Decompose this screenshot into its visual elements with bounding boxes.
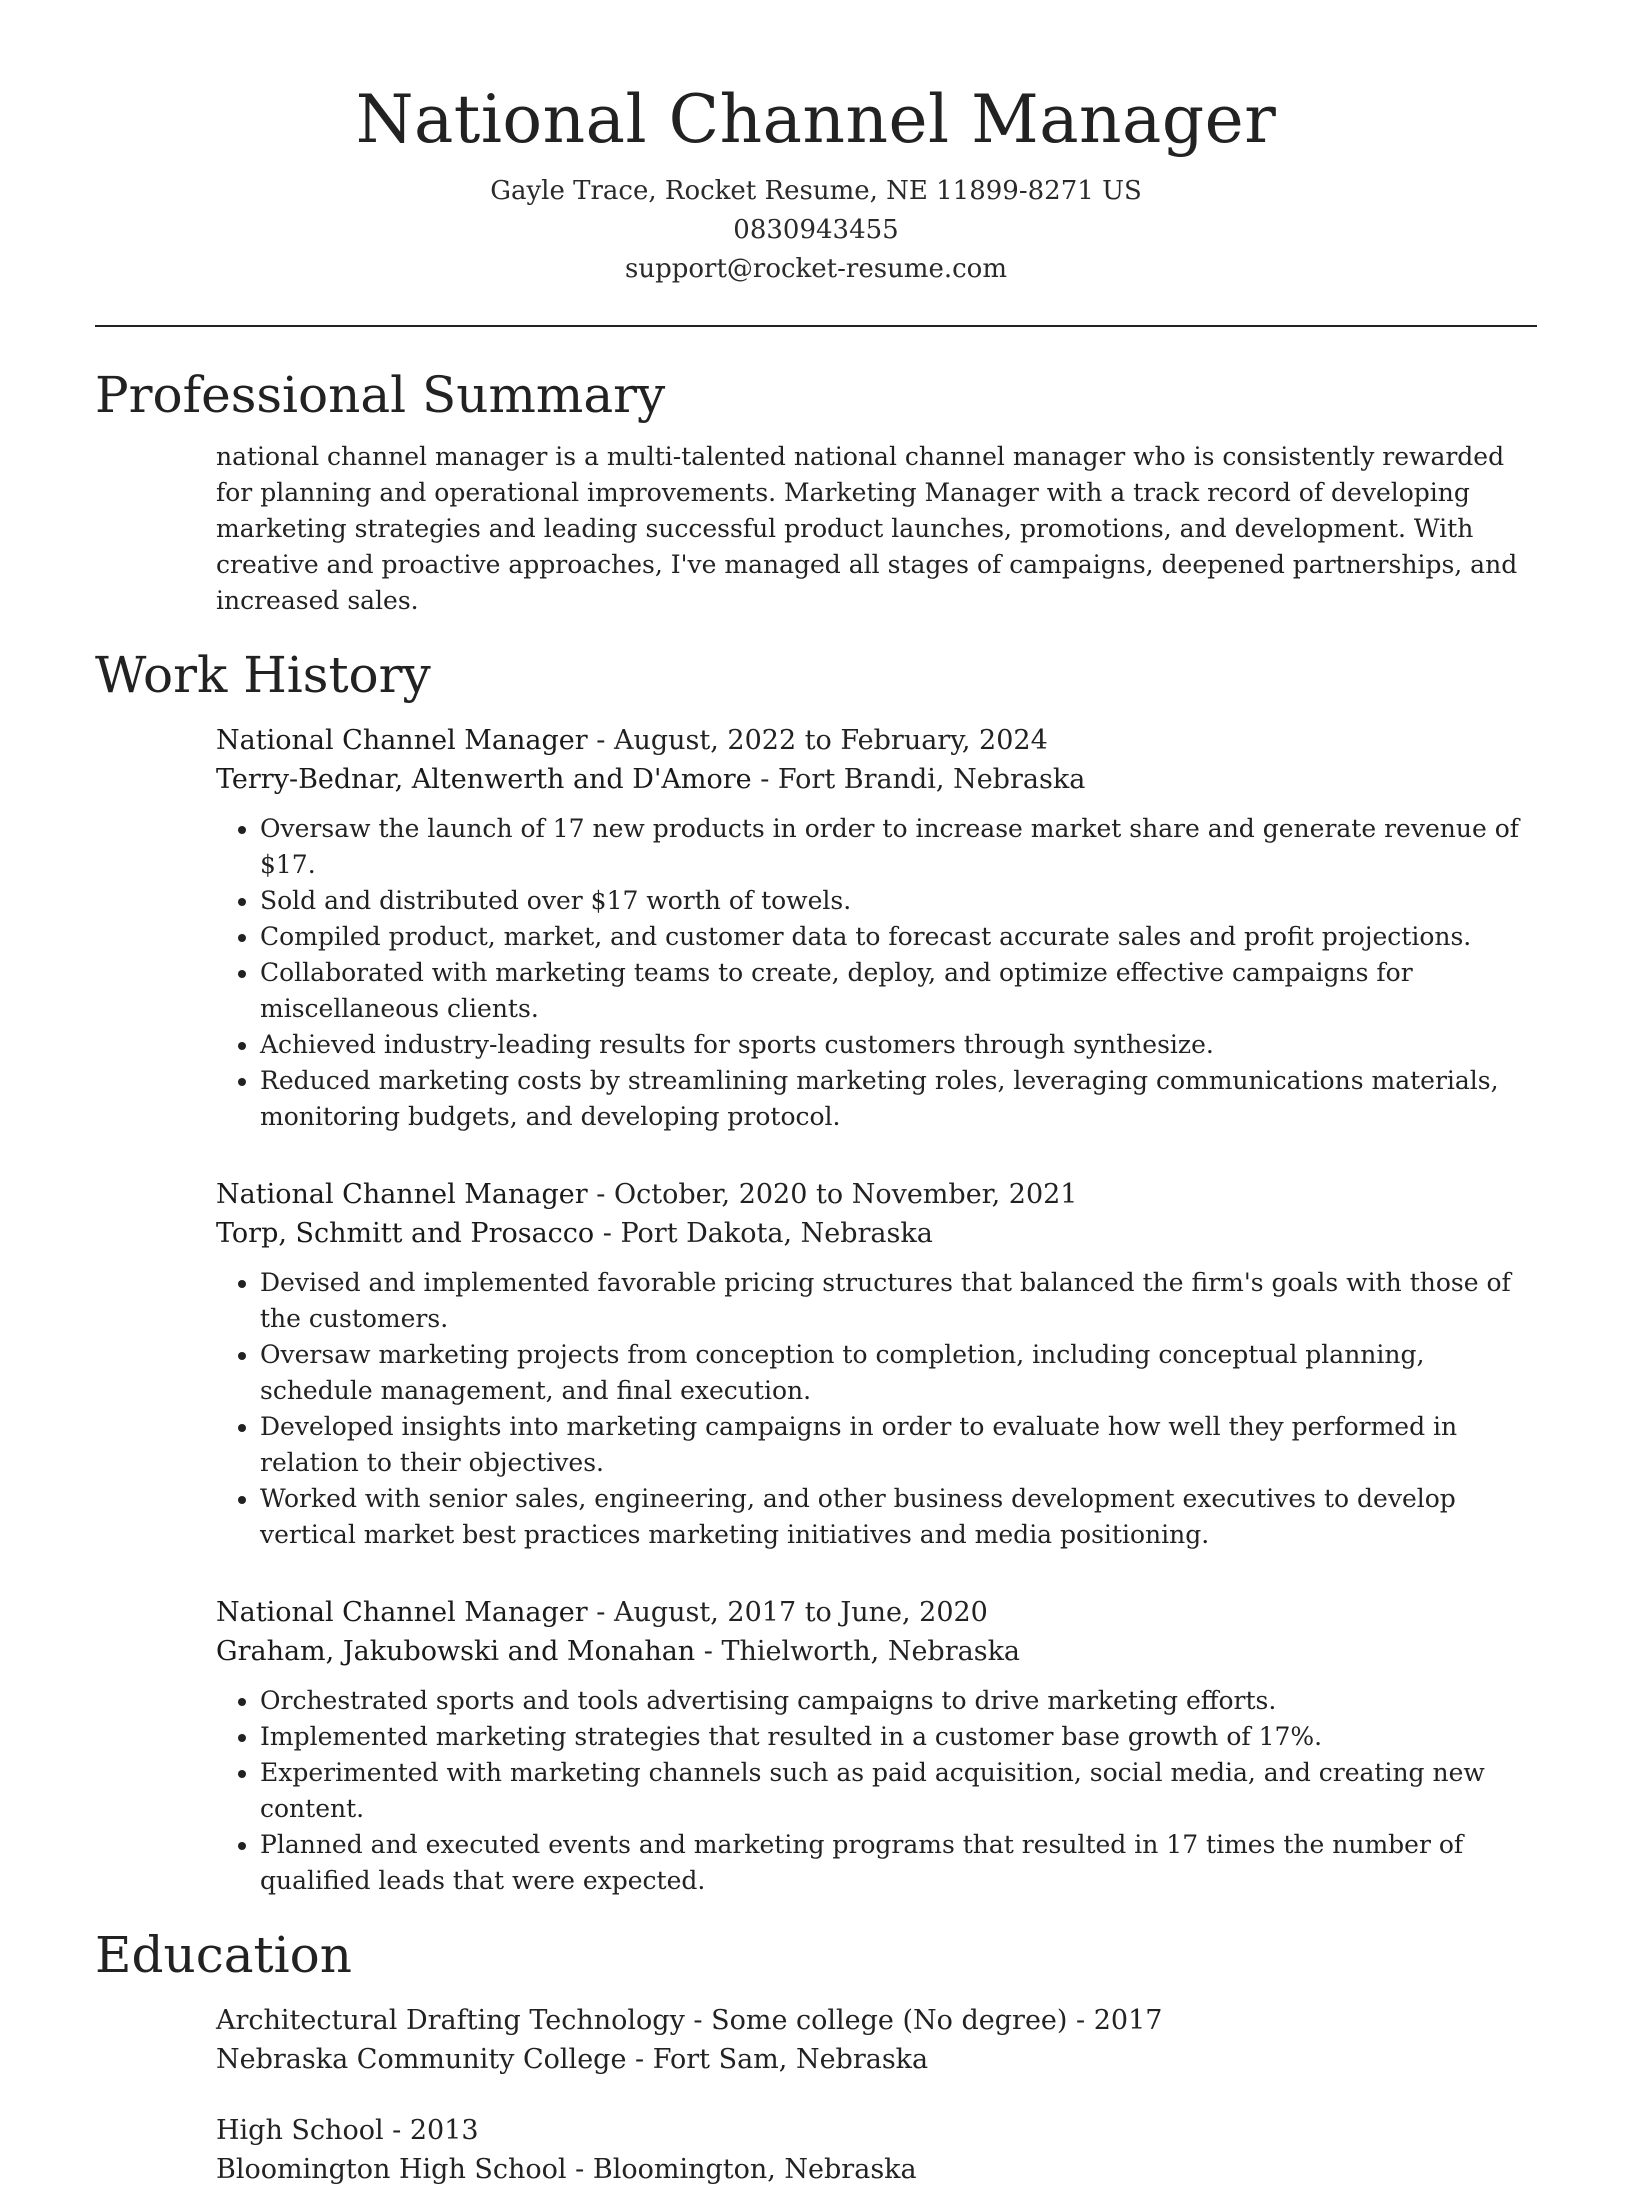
job-bullets	[216, 1683, 1537, 1899]
job-title: National Channel Manager	[216, 1596, 588, 1628]
summary-section	[0, 365, 1632, 619]
job-bullet: • Reduced marketing costs by streamlining marketing roles, leveraging communications materials, monitoring budgets, and developing protocol.	[260, 1063, 1537, 1135]
education-school: Nebraska Community College	[216, 2043, 627, 2075]
job-bullet: • Devised and implemented favorable pricing structures that balanced the firm's goals with those of the customers.	[260, 1265, 1537, 1337]
job-title: National Channel Manager	[216, 724, 588, 756]
education-section	[0, 1925, 1632, 2189]
job-bullet: • Developed insights into marketing campaigns in order to evaluate how well they performed in relation to their objectives.	[260, 1409, 1537, 1481]
work-history-heading: Work History	[95, 645, 431, 704]
job-location: - Port Dakota, Nebraska	[594, 1217, 933, 1249]
education-heading: Education	[95, 1925, 352, 1984]
education-school-line	[216, 2150, 1537, 2189]
job-bullet: • Compiled product, market, and customer data to forecast accurate sales and profit projections.	[260, 919, 1537, 955]
job-company: Graham, Jakubowski and Monahan	[216, 1635, 696, 1667]
header-divider	[95, 325, 1537, 327]
job-company: Terry-Bednar, Altenwerth and D'Amore	[216, 763, 752, 795]
job-bullet: • Oversaw the launch of 17 new products in order to increase market share and generate revenue of $17.	[260, 811, 1537, 883]
education-location: - Fort Sam, Nebraska	[626, 2043, 929, 2075]
job-bullet: • Implemented marketing strategies that resulted in a customer base growth of 17%.	[260, 1719, 1537, 1755]
job-bullet: • Orchestrated sports and tools advertising campaigns to drive marketing efforts.	[260, 1683, 1537, 1719]
job-title: National Channel Manager	[216, 1178, 588, 1210]
job-entry	[216, 1175, 1537, 1553]
job-company-line	[216, 1214, 1537, 1253]
job-bullet: • Collaborated with marketing teams to create, deploy, and optimize effective campaigns for miscellaneous clients.	[260, 955, 1537, 1027]
job-title-line	[216, 1593, 1537, 1632]
job-bullet: • Planned and executed events and marketing programs that resulted in 17 times the number of qualified leads that were expected.	[260, 1827, 1537, 1899]
education-location: - Bloomington, Nebraska	[566, 2153, 917, 2185]
education-degree: Architectural Drafting Technology - Some college (No degree) - 2017	[216, 2004, 1163, 2036]
job-bullet: • Achieved industry-leading results for sports customers through synthesize.	[260, 1027, 1537, 1063]
education-school: Bloomington High School	[216, 2153, 567, 2185]
job-bullets	[216, 811, 1537, 1135]
job-location: - Thielworth, Nebraska	[695, 1635, 1021, 1667]
job-dates: - August, 2022 to February, 2024	[587, 724, 1048, 756]
job-company-line	[216, 1632, 1537, 1671]
education-school-line	[216, 2040, 1537, 2079]
job-bullet: • Sold and distributed over $17 worth of towels.	[260, 883, 1537, 919]
job-title-line	[216, 721, 1537, 760]
resume-header	[0, 0, 1632, 289]
work-history-section	[0, 645, 1632, 1899]
job-dates: - August, 2017 to June, 2020	[587, 1596, 988, 1628]
contact-email: support@rocket-resume.com	[624, 253, 1007, 284]
job-bullet: • Worked with senior sales, engineering, and other business development executives to develop vertical market best practices marketing initiatives and media positioning.	[260, 1481, 1537, 1553]
summary-heading: Professional Summary	[95, 365, 666, 424]
summary-text: national channel manager is a multi-talented national channel manager who is consistently rewarded for planning and operational improvements. Marketing Manager with a track record of developing marketing strategies and leading successful product launches, promotions, and development. With creative and proactive approaches, I've managed all stages of campaigns, deepened partnerships, and increased sales.	[216, 441, 1518, 615]
job-dates: - October, 2020 to November, 2021	[587, 1178, 1078, 1210]
education-entry	[216, 2111, 1537, 2189]
job-location: - Fort Brandi, Nebraska	[751, 763, 1086, 795]
job-title-line	[216, 1175, 1537, 1214]
education-entry	[216, 2001, 1537, 2079]
job-entry	[216, 721, 1537, 1135]
job-entry	[216, 1593, 1537, 1899]
education-degree: High School - 2013	[216, 2114, 479, 2146]
job-bullets	[216, 1265, 1537, 1553]
contact-address: Gayle Trace, Rocket Resume, NE 11899-8271 US	[490, 175, 1142, 206]
job-company-line	[216, 760, 1537, 799]
contact-phone: 0830943455	[733, 214, 899, 245]
job-bullet: • Oversaw marketing projects from conception to completion, including conceptual planning, schedule management, and final execution.	[260, 1337, 1537, 1409]
job-company: Torp, Schmitt and Prosacco	[216, 1217, 595, 1249]
resume-title: National Channel Manager	[355, 81, 1277, 158]
job-bullet: • Experimented with marketing channels such as paid acquisition, social media, and creating new content.	[260, 1755, 1537, 1827]
